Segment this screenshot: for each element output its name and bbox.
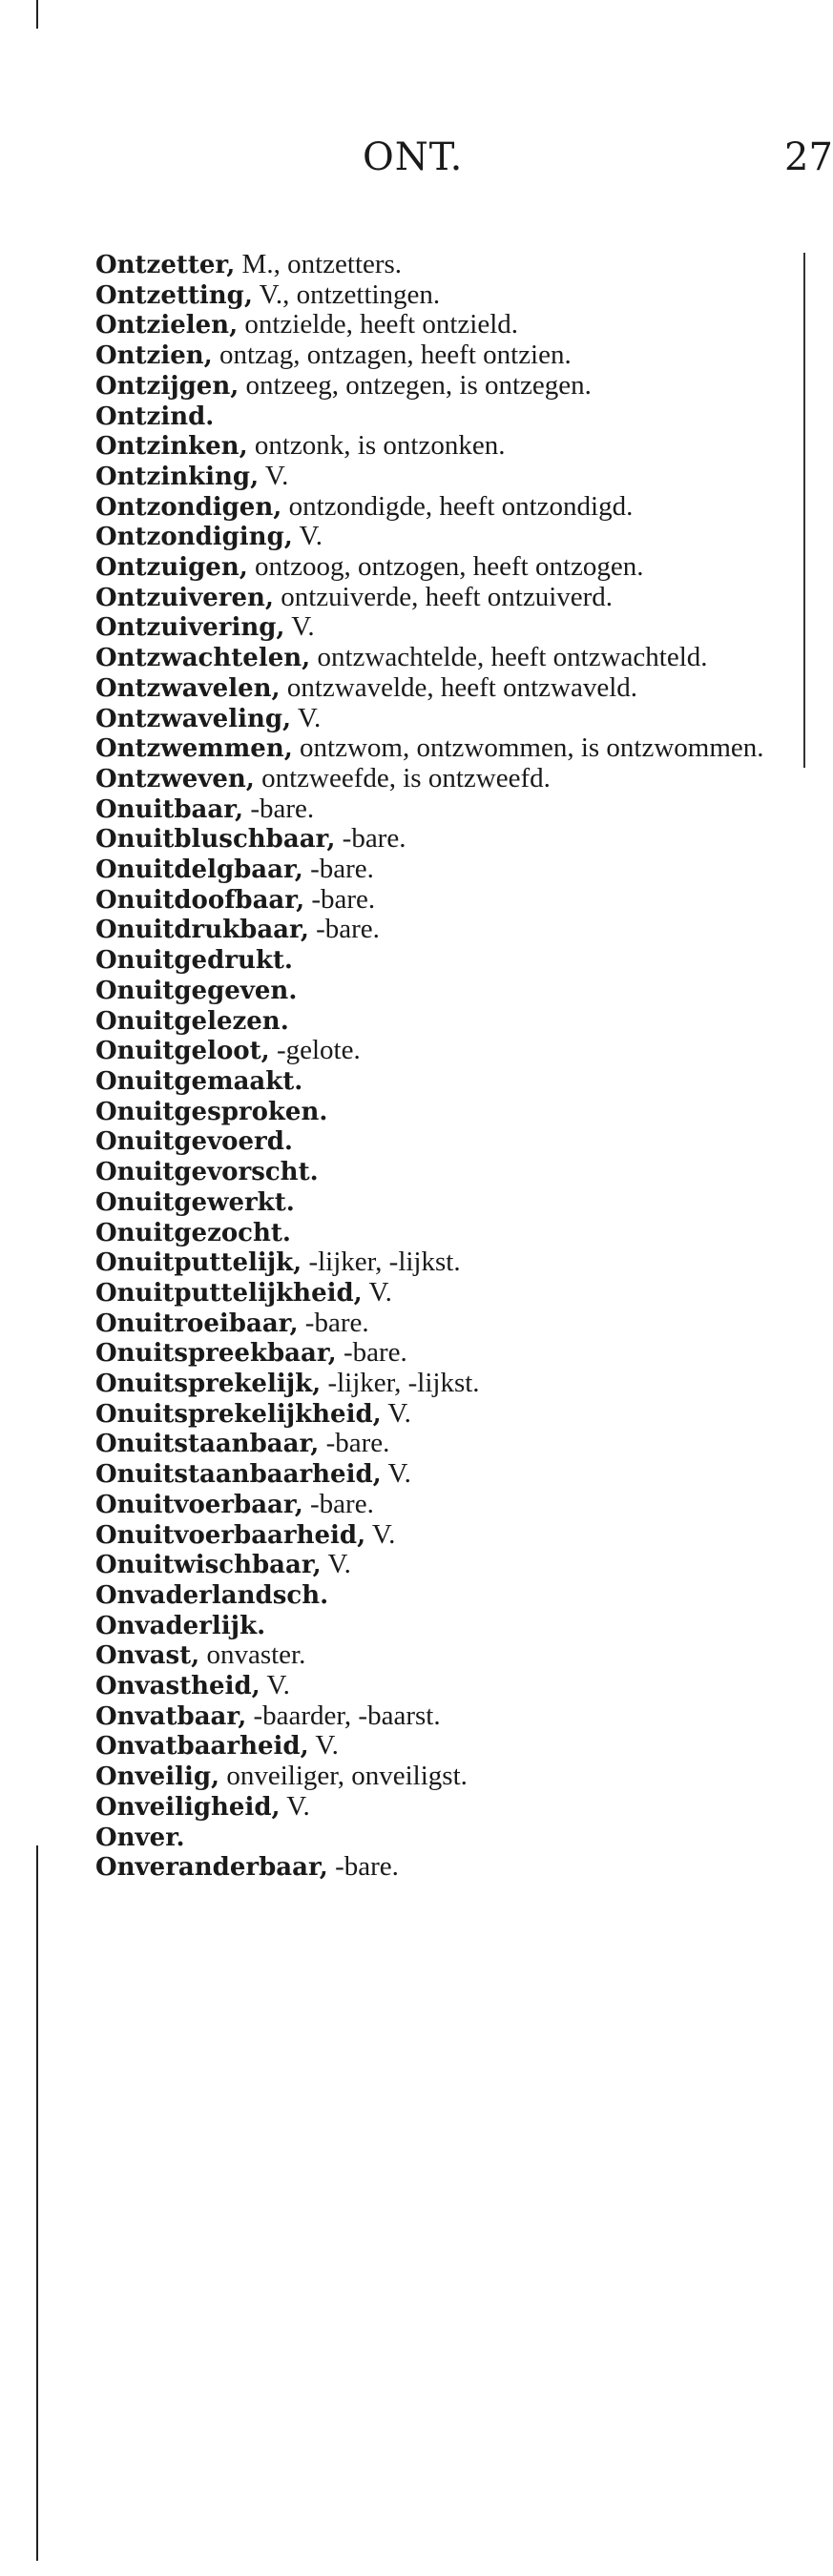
entry-forms: ontzielde, heeft ontzield. (238, 309, 519, 340)
dictionary-entry (95, 612, 782, 643)
entry-forms: -bare. (336, 1337, 407, 1369)
entry-headword: Onuitdoofbaar, (95, 885, 305, 915)
entry-forms: ontzuiverde, heeft ontzuiverd. (273, 581, 614, 612)
dictionary-entry (95, 402, 782, 432)
entry-forms: ontzondigde, heeft ontzondigd. (281, 490, 634, 522)
entry-headword: Onuitgegeven. (95, 976, 298, 1005)
entry-headword: Ontzuivering, (95, 613, 285, 643)
dictionary-entry (95, 764, 782, 794)
entry-headword: Onveranderbaar, (95, 1853, 328, 1883)
dictionary-entry (95, 794, 782, 825)
dictionary-entry (95, 1218, 782, 1248)
entry-forms: V. (321, 1549, 351, 1580)
dictionary-entry (95, 340, 782, 371)
left-margin-mark-top (36, 0, 38, 29)
left-margin-mark-bottom (36, 1845, 38, 2561)
entry-forms: ontzeeg, ontzegen, is ontzegen. (239, 369, 592, 401)
dictionary-entry-list (95, 250, 782, 1883)
dictionary-entry (95, 1731, 782, 1762)
entry-forms: -bare. (243, 793, 315, 824)
dictionary-entry (95, 1823, 782, 1853)
entry-headword: Ontzwavelen, (95, 673, 281, 703)
dictionary-entry (95, 1459, 782, 1490)
dictionary-entry (95, 1550, 782, 1580)
entry-forms: -bare. (319, 1428, 390, 1459)
dictionary-entry (95, 1399, 782, 1430)
dictionary-entry (95, 1126, 782, 1157)
dictionary-entry (95, 1762, 782, 1792)
entry-forms: V. (291, 702, 322, 733)
dictionary-entry (95, 371, 782, 402)
dictionary-entry (95, 1006, 782, 1037)
entry-headword: Onuitvoerbaar, (95, 1490, 303, 1519)
dictionary-entry (95, 462, 782, 492)
entry-headword: Ontzuigen, (95, 553, 248, 583)
entry-headword: Ontzetting, (95, 280, 253, 310)
entry-headword: Onvatbaarheid, (95, 1732, 309, 1762)
dictionary-entry (95, 885, 782, 916)
dictionary-entry (95, 915, 782, 945)
dictionary-entry (95, 1036, 782, 1066)
entry-forms: V. (284, 611, 315, 643)
entry-forms: V. (381, 1458, 411, 1490)
entry-headword: Onuitgevorscht. (95, 1158, 319, 1187)
dictionary-entry (95, 1611, 782, 1641)
dictionary-entry (95, 431, 782, 462)
dictionary-entry (95, 310, 782, 340)
dictionary-entry (95, 824, 782, 855)
entry-forms: V. (308, 1730, 339, 1762)
entry-headword: Ontzielen, (95, 311, 239, 340)
entry-headword: Onuitroeibaar, (95, 1309, 299, 1338)
entry-headword: Onuitsprekelijk, (95, 1370, 322, 1399)
dictionary-entry (95, 1097, 782, 1127)
page-number: 27 (784, 135, 833, 179)
dictionary-entry (95, 1580, 782, 1611)
dictionary-entry (95, 1490, 782, 1520)
entry-headword: Onvastheid, (95, 1672, 260, 1701)
dictionary-entry (95, 522, 782, 552)
dictionary-entry (95, 1520, 782, 1551)
entry-headword: Ontzien, (95, 341, 213, 371)
entry-forms: ontzwavelde, heeft ontzwaveld. (280, 671, 638, 703)
entry-headword: Ontzondigen, (95, 492, 282, 522)
page-header (0, 135, 833, 193)
entry-forms: -bare. (298, 1307, 369, 1338)
dictionary-entry (95, 855, 782, 885)
entry-headword: Ontzwachtelen, (95, 644, 311, 673)
entry-headword: Onveilig, (95, 1762, 220, 1792)
dictionary-entry (95, 1338, 782, 1369)
entry-forms: -gelote. (269, 1035, 361, 1066)
entry-headword: Ontzetter, (95, 251, 236, 279)
dictionary-entry (95, 1429, 782, 1459)
entry-headword: Onvatbaar, (95, 1701, 247, 1731)
entry-forms: V. (280, 1790, 310, 1822)
entry-forms: ontzonk, is ontzonken. (247, 430, 506, 462)
dictionary-entry (95, 945, 782, 976)
dictionary-entry (95, 1640, 782, 1671)
entry-headword: Onuitgemaakt. (95, 1066, 303, 1096)
dictionary-entry (95, 976, 782, 1006)
entry-forms: V. (260, 1670, 290, 1701)
entry-forms: V. (362, 1276, 392, 1308)
entry-headword: Onuitspreekbaar, (95, 1339, 337, 1369)
entry-headword: Onuitvoerbaarheid, (95, 1520, 366, 1550)
entry-forms: -bare. (308, 914, 380, 945)
entry-headword: Onuitgezocht. (95, 1218, 291, 1247)
dictionary-entry (95, 280, 782, 311)
entry-forms: V. (365, 1518, 396, 1550)
dictionary-entry (95, 1187, 782, 1218)
entry-headword: Onvaderlijk. (95, 1611, 266, 1640)
entry-forms: -bare. (327, 1851, 399, 1883)
entry-forms: ontzwom, ontzwommen, is ontzwommen. (292, 732, 764, 764)
entry-headword: Onuitputtelijk, (95, 1248, 302, 1278)
dictionary-entry (95, 1066, 782, 1097)
entry-headword: Ontzind. (95, 402, 215, 431)
dictionary-entry (95, 1671, 782, 1701)
entry-forms: onveiliger, onveiligst. (219, 1761, 468, 1792)
entry-forms: -bare. (302, 1488, 374, 1519)
entry-forms: V., ontzettingen. (252, 278, 441, 310)
dictionary-entry (95, 1278, 782, 1309)
entry-forms: onvaster. (199, 1639, 306, 1671)
entry-headword: Onuitbaar, (95, 794, 244, 824)
entry-headword: Onveiligheid, (95, 1792, 281, 1822)
entry-headword: Onuitstaanbaarheid, (95, 1460, 382, 1490)
entry-headword: Onver. (95, 1823, 185, 1852)
dictionary-entry (95, 1792, 782, 1823)
entry-forms: -lijker, -lijkst. (302, 1247, 461, 1278)
entry-headword: Ontzwemmen, (95, 734, 293, 764)
entry-headword: Onuitgelezen. (95, 1006, 289, 1036)
entry-headword: Ontzinking, (95, 462, 260, 491)
entry-headword: Onuitdelgbaar, (95, 855, 303, 885)
entry-forms: -bare. (302, 854, 374, 885)
dictionary-entry (95, 552, 782, 583)
entry-headword: Ontzuiveren, (95, 583, 274, 612)
dictionary-entry (95, 1247, 782, 1278)
dictionary-entry (95, 1369, 782, 1399)
entry-headword: Onuitgedrukt. (95, 946, 293, 976)
dictionary-entry (95, 733, 782, 764)
dictionary-entry (95, 704, 782, 734)
entry-headword: Onuitwischbaar, (95, 1551, 322, 1580)
entry-headword: Onuitdrukbaar, (95, 916, 309, 945)
entry-forms: ontzag, ontzagen, heeft ontzien. (212, 340, 572, 371)
entry-headword: Ontzinken, (95, 432, 248, 462)
dictionary-entry (95, 1157, 782, 1187)
entry-headword: Onuitgevoerd. (95, 1127, 293, 1157)
dictionary-entry (95, 492, 782, 523)
entry-headword: Ontzondiging, (95, 523, 293, 552)
entry-headword: Onuitbluschbaar, (95, 825, 336, 855)
entry-forms: -bare. (304, 883, 376, 915)
entry-headword: Onuitgewerkt. (95, 1187, 295, 1217)
entry-headword: Onvast, (95, 1641, 200, 1671)
dictionary-entry (95, 1852, 782, 1883)
dictionary-entry (95, 643, 782, 673)
entry-forms: V. (259, 460, 289, 491)
entry-forms: ontzoog, ontzogen, heeft ontzogen. (247, 551, 644, 583)
entry-headword: Onvaderlandsch. (95, 1580, 329, 1610)
entry-headword: Onuitsprekelijkheid, (95, 1399, 382, 1429)
entry-headword: Onuitstaanbaar, (95, 1430, 320, 1459)
entry-forms: -bare. (335, 823, 406, 855)
dictionary-entry (95, 1701, 782, 1732)
entry-headword: Ontzwaveling, (95, 704, 292, 733)
entry-headword: Onuitputtelijkheid, (95, 1278, 363, 1308)
entry-forms: M., ontzetters. (235, 249, 403, 279)
entry-forms: ontzwachtelde, heeft ontzwachteld. (310, 642, 708, 673)
right-margin-rule (803, 253, 805, 768)
entry-headword: Onuitgesproken. (95, 1097, 328, 1126)
entry-headword: Ontzweven, (95, 764, 255, 793)
dictionary-entry (95, 673, 782, 704)
entry-headword: Onuitgeloot, (95, 1037, 270, 1066)
dictionary-entry (95, 583, 782, 613)
entry-forms: ontzweefde, is ontzweefd. (254, 762, 551, 793)
entry-forms: -baarder, -baarst. (246, 1700, 441, 1731)
entry-forms: V. (292, 521, 323, 552)
dictionary-entry (95, 250, 782, 280)
running-head: ONT. (363, 135, 464, 179)
entry-headword: Ontzijgen, (95, 371, 239, 401)
entry-forms: -lijker, -lijkst. (321, 1368, 480, 1399)
entry-forms: V. (381, 1397, 411, 1429)
dictionary-entry (95, 1309, 782, 1339)
